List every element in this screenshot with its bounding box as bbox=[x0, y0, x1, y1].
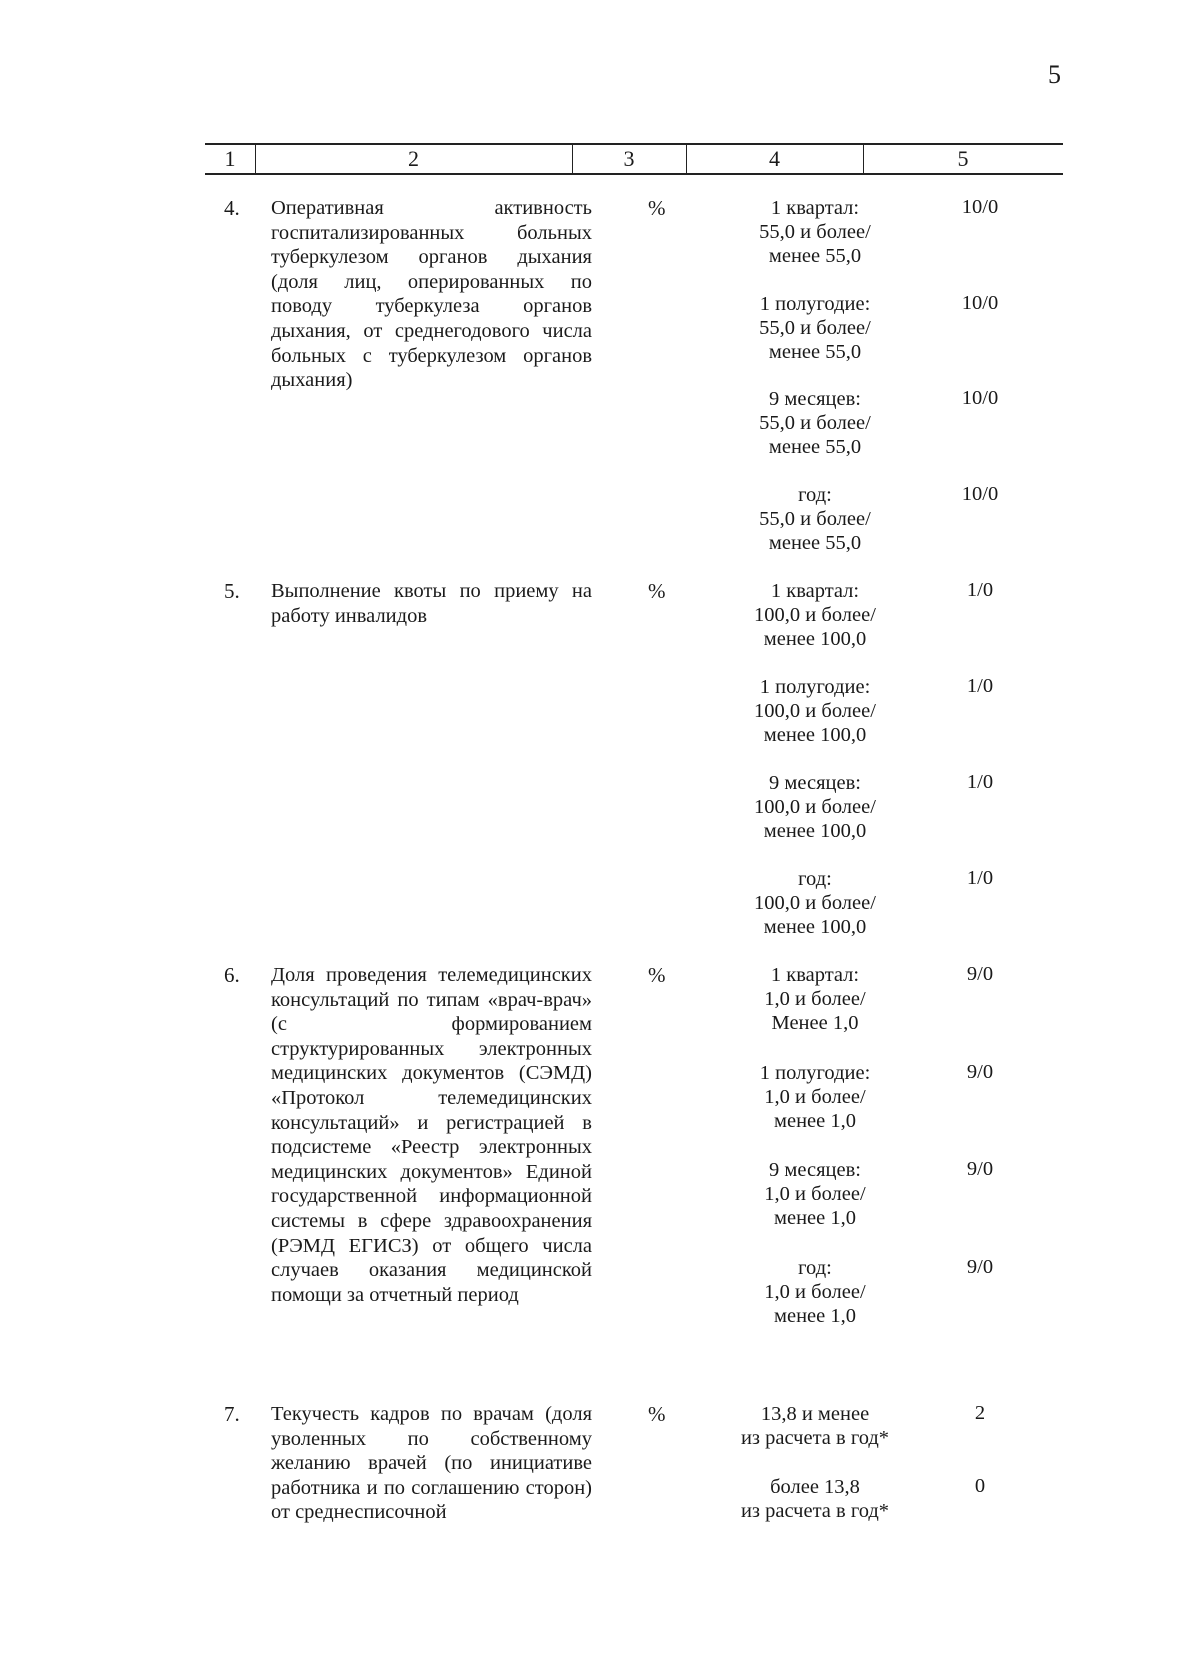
header-col-1: 1 bbox=[224, 146, 236, 171]
period-value: 1 квартал: 1,0 и более/ Менее 1,0 bbox=[764, 964, 866, 1035]
row-number: 5. bbox=[224, 579, 240, 603]
score-value: 10/0 bbox=[961, 387, 999, 409]
score-value: 1/0 bbox=[966, 579, 994, 601]
period-value: 9 месяцев: 100,0 и более/ менее 100,0 bbox=[754, 772, 876, 843]
score-value: 0 bbox=[974, 1475, 986, 1497]
header-col-3: 3 bbox=[623, 146, 635, 171]
score-value: 9/0 bbox=[966, 1158, 994, 1180]
period-value: 9 месяцев: 1,0 и более/ менее 1,0 bbox=[764, 1159, 866, 1230]
score-value: 1/0 bbox=[966, 771, 994, 793]
score-value: 10/0 bbox=[961, 196, 999, 218]
row-description: Доля проведения телемедицинских консультаций по типам «врач-врач» (с формированием структурированных электронных медицинских документов (СЭМД) «Протокол телемедицинских консультаций» и регистрацией в подсистеме «Реестр электронных медицинских документов» Единой государственной информационной системы в сфере здравоохранения (РЭМД ЕГИСЗ) от общего числа случаев оказания медицинской помощи за отчетный период bbox=[271, 964, 592, 1306]
score-value: 2 bbox=[974, 1402, 986, 1424]
period-value: 1 полугодие: 55,0 и более/ менее 55,0 bbox=[759, 293, 871, 364]
period-value: 9 месяцев: 55,0 и более/ менее 55,0 bbox=[759, 388, 871, 459]
period-value: 1 полугодие: 100,0 и более/ менее 100,0 bbox=[754, 676, 876, 747]
period-value: 1 полугодие: 1,0 и более/ менее 1,0 bbox=[759, 1062, 871, 1133]
period-value: год: 100,0 и более/ менее 100,0 bbox=[754, 868, 876, 939]
period-value: 13,8 и менее из расчета в год* bbox=[740, 1403, 890, 1450]
row-unit: % bbox=[648, 963, 666, 987]
score-value: 1/0 bbox=[966, 675, 994, 697]
score-value: 10/0 bbox=[961, 483, 999, 505]
row-unit: % bbox=[648, 1402, 666, 1426]
score-value: 9/0 bbox=[966, 963, 994, 985]
period-value: год: 1,0 и более/ менее 1,0 bbox=[764, 1257, 866, 1328]
row-number: 6. bbox=[224, 963, 240, 987]
row-description: Выполнение квоты по приему на работу инвалидов bbox=[271, 580, 592, 627]
header-col-5: 5 bbox=[957, 146, 969, 171]
row-unit: % bbox=[648, 196, 666, 220]
score-value: 10/0 bbox=[961, 292, 999, 314]
row-number: 7. bbox=[224, 1402, 240, 1426]
page-number: 5 bbox=[1048, 60, 1061, 89]
header-col-2: 2 bbox=[408, 146, 419, 171]
row-number: 4. bbox=[224, 196, 240, 220]
row-description: Оперативная активность госпитализированных больных туберкулезом органов дыхания (доля лиц, оперированных по поводу туберкулеза органов дыхания, от среднегодового числа больных с туберкулезом органов дыхания) bbox=[271, 197, 592, 392]
period-value: 1 квартал: 100,0 и более/ менее 100,0 bbox=[754, 580, 876, 651]
header-col-4: 4 bbox=[769, 146, 780, 171]
score-value: 9/0 bbox=[966, 1256, 994, 1278]
score-value: 1/0 bbox=[966, 867, 994, 889]
score-value: 9/0 bbox=[966, 1061, 994, 1083]
period-value: более 13,8 из расчета в год* bbox=[740, 1476, 890, 1523]
period-value: 1 квартал: 55,0 и более/ менее 55,0 bbox=[759, 197, 871, 268]
row-description: Текучесть кадров по врачам (доля уволенных по собственному желанию врачей (по инициативе работника и по соглашению сторон) от среднесписочной bbox=[271, 1403, 592, 1524]
period-value: год: 55,0 и более/ менее 55,0 bbox=[759, 484, 871, 555]
table-header-row bbox=[205, 143, 1063, 175]
row-unit: % bbox=[648, 579, 666, 603]
